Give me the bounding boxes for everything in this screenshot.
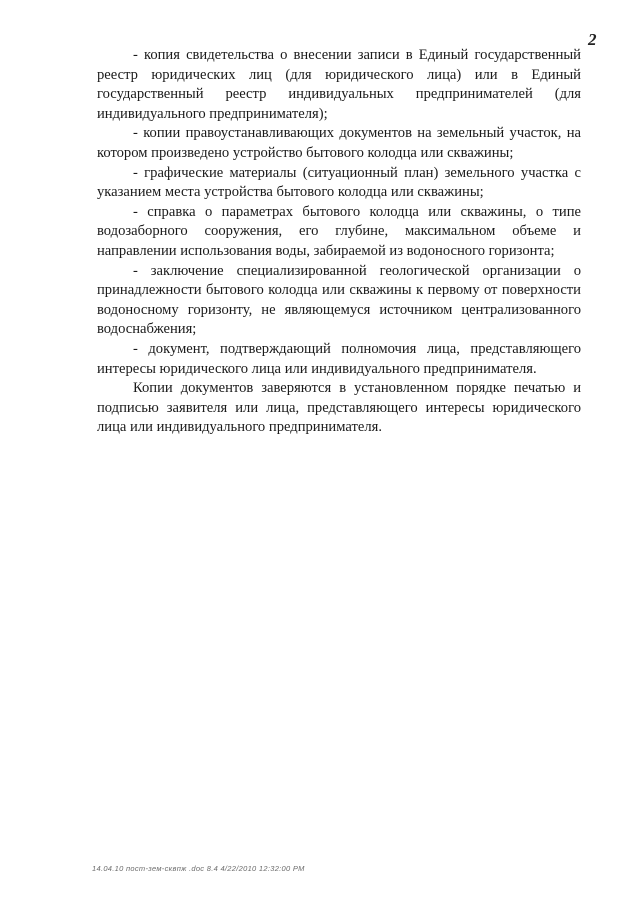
footer-file-info: 14.04.10 пост-зем-сквпж .doc 8.4 4/22/2010 12:32:00 PM — [92, 864, 305, 873]
list-item-land-title-documents: - копии правоустанавливающих документов на земельный участок, на котором произведено устройство бытового колодца или скважины; — [97, 125, 581, 161]
list-item-well-parameters: - справка о параметрах бытового колодца или скважины, о типе водозаборного сооружения, его глубине, максимальном объеме и направлении использования воды, забираемой из водоносного горизонта; — [97, 203, 581, 259]
page-number: 2 — [588, 30, 597, 49]
list-item-geological-conclusion: - заключение специализированной геологической организации о принадлежности бытового колодца или скважины к первому от поверхности водоносному горизонту, не являющемуся источником централизованного водоснабжения; — [97, 262, 581, 338]
list-item-registry-certificate: - копия свидетельства о внесении записи в Единый государственный реестр юридических лиц (для юридического лица) или в Единый государственный реестр индивидуальных предпринимателей (для индивидуального предпринимателя); — [97, 47, 581, 122]
list-item-authority-document: - документ, подтверждающий полномочия лица, представляющего интересы юридического лица или индивидуального предпринимателя. — [97, 340, 581, 377]
list-item-site-plan: - графические материалы (ситуационный план) земельного участка с указанием места устройства бытового колодца или скважины; — [97, 164, 581, 201]
document-body — [97, 46, 581, 438]
closing-paragraph: Копии документов заверяются в установленном порядке печатью и подписью заявителя или лица, представляющего интересы юридического лица или индивидуального предпринимателя. — [97, 380, 581, 436]
